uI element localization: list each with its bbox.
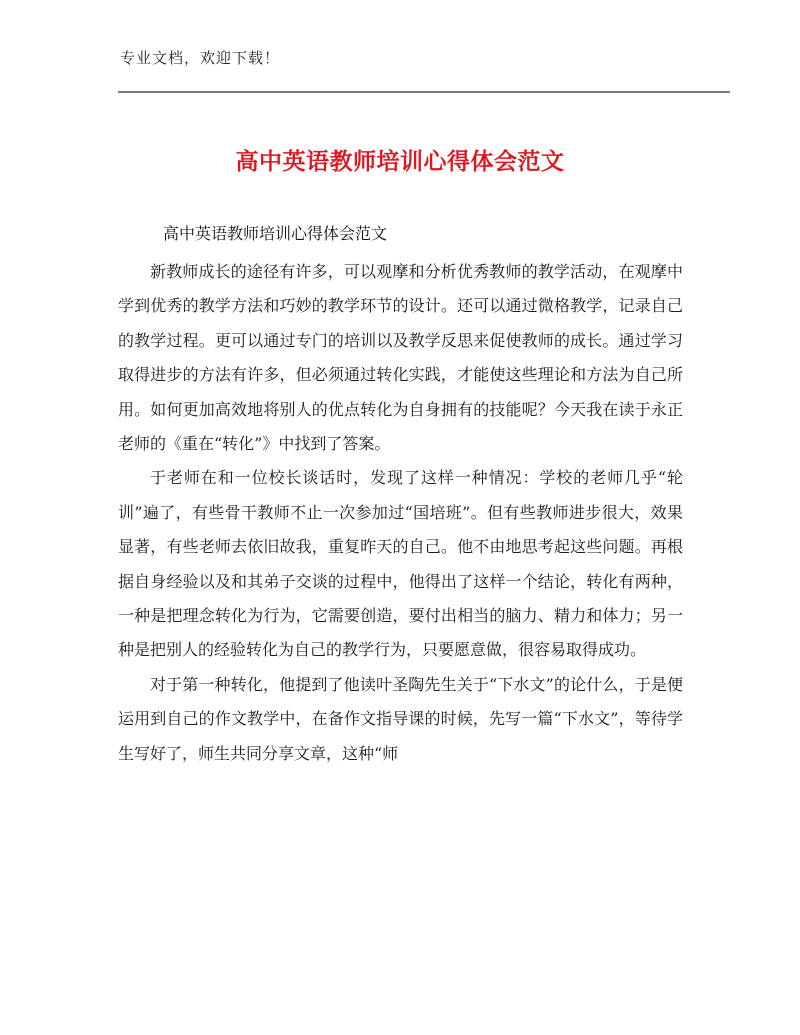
body-paragraph: 对于第一种转化，他提到了他读叶圣陶先生关于“下水文”的论什么，于是便运用到自己的作文教学中，在备作文指导课的时候，先写一篇“下水文”，等待学生写好了，师生共同分享文章，这种“师 bbox=[118, 674, 683, 763]
header-divider bbox=[118, 91, 730, 93]
document-body bbox=[118, 255, 683, 771]
document-title: 高中英语教师培训心得体会范文 bbox=[235, 149, 565, 175]
document-subtitle: 高中英语教师培训心得体会范文 bbox=[163, 224, 388, 243]
body-paragraph: 新教师成长的途径有许多，可以观摩和分析优秀教师的教学活动，在观摩中学到优秀的教学方法和巧妙的教学环节的设计。还可以通过微格教学，记录自己的教学过程。更可以通过专门的培训以及教学反思来促使教师的成长。通过学习取得进步的方法有许多，但必须通过转化实践，才能使这些理论和方法为自己所用。如何更加高效地将别人的优点转化为自身拥有的技能呢？今天我在读于永正老师的《重在“转化”》中找到了答案。 bbox=[118, 262, 683, 454]
header-note: 专业文档，欢迎下载！ bbox=[120, 49, 281, 67]
body-paragraph: 于老师在和一位校长谈话时，发现了这样一种情况：学校的老师几乎“轮训”遍了，有些骨干教师不止一次参加过“国培班”。但有些教师进步很大，效果显著，有些老师去依旧故我，重复昨天的自己。他不由地思考起这些问题。再根据自身经验以及和其弟子交谈的过程中，他得出了这样一个结论，转化有两种，一种是把理念转化为行为，它需要创造，要付出相当的脑力、精力和体力；另一种是把别人的经验转化为自己的教学行为，只要愿意做，很容易取得成功。 bbox=[118, 468, 683, 660]
